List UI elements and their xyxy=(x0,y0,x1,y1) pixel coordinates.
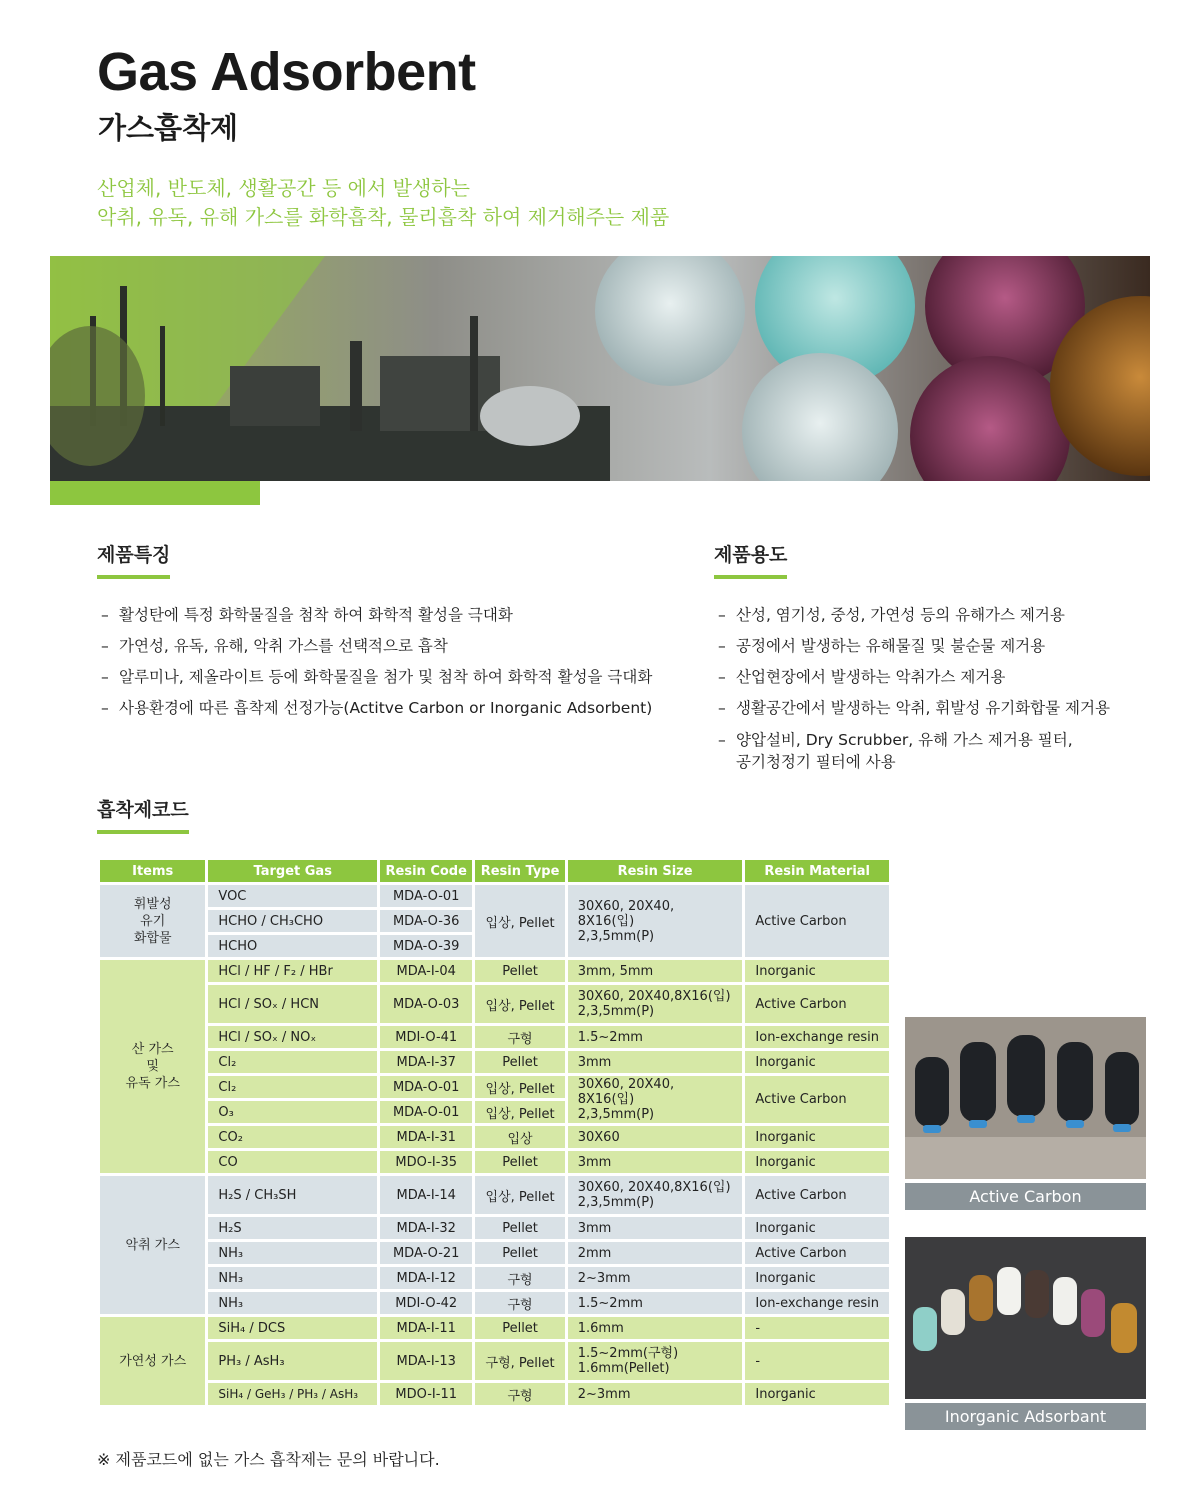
resin-code-cell: MDA-I-32 xyxy=(380,1217,472,1239)
table-row xyxy=(100,1383,889,1405)
target-gas-cell: HCl / HF / F₂ / HBr xyxy=(208,960,377,982)
table-row xyxy=(100,1242,889,1264)
resin-code-cell: MDA-I-11 xyxy=(380,1317,472,1339)
target-gas-cell: SiH₄ / DCS xyxy=(208,1317,377,1339)
resin-size-cell: 3mm, 5mm xyxy=(568,960,743,982)
target-gas-cell: PH₃ / AsH₃ xyxy=(208,1342,377,1380)
use-item xyxy=(718,724,1148,777)
target-gas-cell: NH₃ xyxy=(208,1267,377,1289)
column-header: Resin Material xyxy=(745,860,889,882)
resin-size-cell: 1.6mm xyxy=(568,1317,743,1339)
column-header: Target Gas xyxy=(208,860,377,882)
group-cell: 산 가스 및 유독 가스 xyxy=(100,960,205,1173)
column-header: Resin Code xyxy=(380,860,472,882)
footnote: ※ 제품코드에 없는 가스 흡착제는 문의 바랍니다. xyxy=(97,1450,440,1469)
group-cell: 가연성 가스 xyxy=(100,1317,205,1405)
target-gas-cell: CO xyxy=(208,1151,377,1173)
codes-title: 흡착제코드 xyxy=(97,795,189,834)
target-gas-cell: Cl₂ xyxy=(208,1076,377,1098)
resin-material-cell: - xyxy=(745,1317,889,1339)
resin-material-cell: Active Carbon xyxy=(745,1176,889,1214)
column-header: Items xyxy=(100,860,205,882)
resin-material-cell: Active Carbon xyxy=(745,1242,889,1264)
resin-material-cell: Inorganic xyxy=(745,1383,889,1405)
resin-code-cell: MDA-O-39 xyxy=(380,935,472,957)
resin-material-cell: Ion-exchange resin xyxy=(745,1026,889,1048)
table-row xyxy=(100,1176,889,1214)
table-row xyxy=(100,1317,889,1339)
resin-material-cell: - xyxy=(745,1342,889,1380)
target-gas-cell: H₂S xyxy=(208,1217,377,1239)
resin-size-cell: 1.5~2mm(구형) 1.6mm(Pellet) xyxy=(568,1342,743,1380)
resin-size-cell: 1.5~2mm xyxy=(568,1026,743,1048)
resin-type-cell: 입상, Pellet xyxy=(475,1076,564,1098)
resin-type-cell: 입상 xyxy=(475,1126,564,1148)
inorganic-adsorbent-image xyxy=(905,1237,1146,1399)
uses-title: 제품용도 xyxy=(714,540,787,579)
use-item-line: 공기청정기 필터에 사용 xyxy=(736,753,896,771)
banner-image xyxy=(50,256,1150,481)
resin-code-cell: MDA-O-21 xyxy=(380,1242,472,1264)
table-row xyxy=(100,1151,889,1173)
resin-size-cell: 30X60, 20X40,8X16(입) 2,3,5mm(P) xyxy=(568,1176,743,1214)
target-gas-cell: NH₃ xyxy=(208,1242,377,1264)
resin-material-cell: Inorganic xyxy=(745,1051,889,1073)
target-gas-cell: CO₂ xyxy=(208,1126,377,1148)
resin-size-cell: 30X60, 20X40, 8X16(입) 2,3,5mm(P) xyxy=(568,885,743,957)
resin-type-cell: 입상, Pellet xyxy=(475,885,564,957)
uses-list xyxy=(718,600,1148,777)
table-row xyxy=(100,1051,889,1073)
table-row xyxy=(100,960,889,982)
resin-material-cell: Inorganic xyxy=(745,1267,889,1289)
resin-type-cell: 구형 xyxy=(475,1026,564,1048)
resin-code-cell: MDA-O-01 xyxy=(380,1101,472,1123)
resin-material-cell: Active Carbon xyxy=(745,1076,889,1123)
banner-illustration xyxy=(50,256,1150,481)
target-gas-cell: NH₃ xyxy=(208,1292,377,1314)
table-row xyxy=(100,1076,889,1098)
resin-size-cell: 30X60 xyxy=(568,1126,743,1148)
resin-type-cell: 구형, Pellet xyxy=(475,1342,564,1380)
target-gas-cell: O₃ xyxy=(208,1101,377,1123)
resin-code-cell: MDA-O-01 xyxy=(380,1076,472,1098)
resin-type-cell: Pellet xyxy=(475,960,564,982)
resin-size-cell: 2~3mm xyxy=(568,1383,743,1405)
banner-accent-stripe xyxy=(50,481,260,505)
resin-type-cell: Pellet xyxy=(475,1217,564,1239)
resin-code-cell: MDA-I-37 xyxy=(380,1051,472,1073)
resin-type-cell: 구형 xyxy=(475,1383,564,1405)
resin-size-cell: 30X60, 20X40,8X16(입) 2,3,5mm(P) xyxy=(568,985,743,1023)
resin-material-cell: Inorganic xyxy=(745,1126,889,1148)
feature-item: – 활성탄에 특정 화학물질을 첨착 하여 화학적 활성을 극대화 xyxy=(101,600,691,631)
table-row xyxy=(100,985,889,1023)
table-row xyxy=(100,1342,889,1380)
table-row xyxy=(100,1292,889,1314)
target-gas-cell: SiH₄ / GeH₃ / PH₃ / AsH₃ xyxy=(208,1383,377,1405)
features-list xyxy=(101,600,691,724)
feature-item: – 알루미나, 제올라이트 등에 화학물질을 첨가 및 첨착 하여 화학적 활성을 극대화 xyxy=(101,662,691,693)
target-gas-cell: HCHO xyxy=(208,935,377,957)
group-cell: 악취 가스 xyxy=(100,1176,205,1314)
column-header: Resin Type xyxy=(475,860,564,882)
intro-line-1: 산업체, 반도체, 생활공간 등 에서 발생하는 xyxy=(97,176,470,200)
resin-material-cell: Active Carbon xyxy=(745,985,889,1023)
adsorbent-code-table xyxy=(97,857,892,1408)
table-row xyxy=(100,885,889,907)
resin-material-cell: Inorganic xyxy=(745,960,889,982)
use-item: – 산업현장에서 발생하는 악취가스 제거용 xyxy=(718,662,1148,693)
resin-size-cell: 2mm xyxy=(568,1242,743,1264)
feature-item: – 가연성, 유독, 유해, 악취 가스를 선택적으로 흡착 xyxy=(101,631,691,662)
resin-size-cell: 2~3mm xyxy=(568,1267,743,1289)
resin-code-cell: MDA-I-12 xyxy=(380,1267,472,1289)
table-row xyxy=(100,1126,889,1148)
resin-type-cell: 입상, Pellet xyxy=(475,985,564,1023)
page-subtitle: 가스흡착제 xyxy=(98,111,239,145)
resin-size-cell: 3mm xyxy=(568,1217,743,1239)
feature-item: – 사용환경에 따른 흡착제 선정가능(Actitve Carbon or Inorganic Adsorbent) xyxy=(101,693,691,724)
resin-code-cell: MDA-I-31 xyxy=(380,1126,472,1148)
inorganic-adsorbent-photo xyxy=(905,1237,1146,1430)
target-gas-cell: HCl / SOₓ / HCN xyxy=(208,985,377,1023)
resin-code-cell: MDI-O-41 xyxy=(380,1026,472,1048)
active-carbon-photo xyxy=(905,1017,1146,1210)
resin-type-cell: Pellet xyxy=(475,1151,564,1173)
active-carbon-image xyxy=(905,1017,1146,1179)
target-gas-cell: Cl₂ xyxy=(208,1051,377,1073)
table-row xyxy=(100,1267,889,1289)
target-gas-cell: H₂S / CH₃SH xyxy=(208,1176,377,1214)
target-gas-cell: HCl / SOₓ / NOₓ xyxy=(208,1026,377,1048)
resin-size-cell: 3mm xyxy=(568,1151,743,1173)
resin-material-cell: Ion-exchange resin xyxy=(745,1292,889,1314)
column-header: Resin Size xyxy=(568,860,743,882)
resin-code-cell: MDO-I-11 xyxy=(380,1383,472,1405)
intro-text xyxy=(97,174,669,232)
resin-code-cell: MDA-O-36 xyxy=(380,910,472,932)
inorganic-adsorbent-caption: Inorganic Adsorbant xyxy=(905,1403,1146,1430)
resin-code-cell: MDA-I-04 xyxy=(380,960,472,982)
use-item: – 산성, 염기성, 중성, 가연성 등의 유해가스 제거용 xyxy=(718,600,1148,631)
resin-code-cell: MDA-O-01 xyxy=(380,885,472,907)
resin-code-cell: MDA-O-03 xyxy=(380,985,472,1023)
resin-material-cell: Active Carbon xyxy=(745,885,889,957)
resin-material-cell: Inorganic xyxy=(745,1151,889,1173)
active-carbon-caption: Active Carbon xyxy=(905,1183,1146,1210)
resin-material-cell: Inorganic xyxy=(745,1217,889,1239)
group-cell: 휘발성 유기 화합물 xyxy=(100,885,205,957)
resin-type-cell: Pellet xyxy=(475,1317,564,1339)
table-row xyxy=(100,1026,889,1048)
resin-size-cell: 3mm xyxy=(568,1051,743,1073)
use-item: – 공정에서 발생하는 유해물질 및 불순물 제거용 xyxy=(718,631,1148,662)
table-header-row xyxy=(100,860,889,882)
resin-size-cell: 1.5~2mm xyxy=(568,1292,743,1314)
use-item: – 생활공간에서 발생하는 악취, 휘발성 유기화합물 제거용 xyxy=(718,693,1148,724)
features-title: 제품특징 xyxy=(97,540,170,579)
resin-type-cell: Pellet xyxy=(475,1242,564,1264)
resin-type-cell: 구형 xyxy=(475,1267,564,1289)
table-row xyxy=(100,1217,889,1239)
resin-type-cell: 구형 xyxy=(475,1292,564,1314)
resin-size-cell: 30X60, 20X40, 8X16(입) 2,3,5mm(P) xyxy=(568,1076,743,1123)
intro-line-2: 악취, 유독, 유해 가스를 화학흡착, 물리흡착 하여 제거해주는 제품 xyxy=(97,205,670,229)
resin-code-cell: MDA-I-13 xyxy=(380,1342,472,1380)
resin-code-cell: MDO-I-35 xyxy=(380,1151,472,1173)
use-item-line: 양압설비, Dry Scrubber, 유해 가스 제거용 필터, xyxy=(736,731,1073,749)
resin-type-cell: 입상, Pellet xyxy=(475,1101,564,1123)
page-title: Gas Adsorbent xyxy=(97,42,476,102)
resin-type-cell: Pellet xyxy=(475,1051,564,1073)
resin-code-cell: MDA-I-14 xyxy=(380,1176,472,1214)
resin-type-cell: 입상, Pellet xyxy=(475,1176,564,1214)
target-gas-cell: HCHO / CH₃CHO xyxy=(208,910,377,932)
target-gas-cell: VOC xyxy=(208,885,377,907)
resin-code-cell: MDI-O-42 xyxy=(380,1292,472,1314)
